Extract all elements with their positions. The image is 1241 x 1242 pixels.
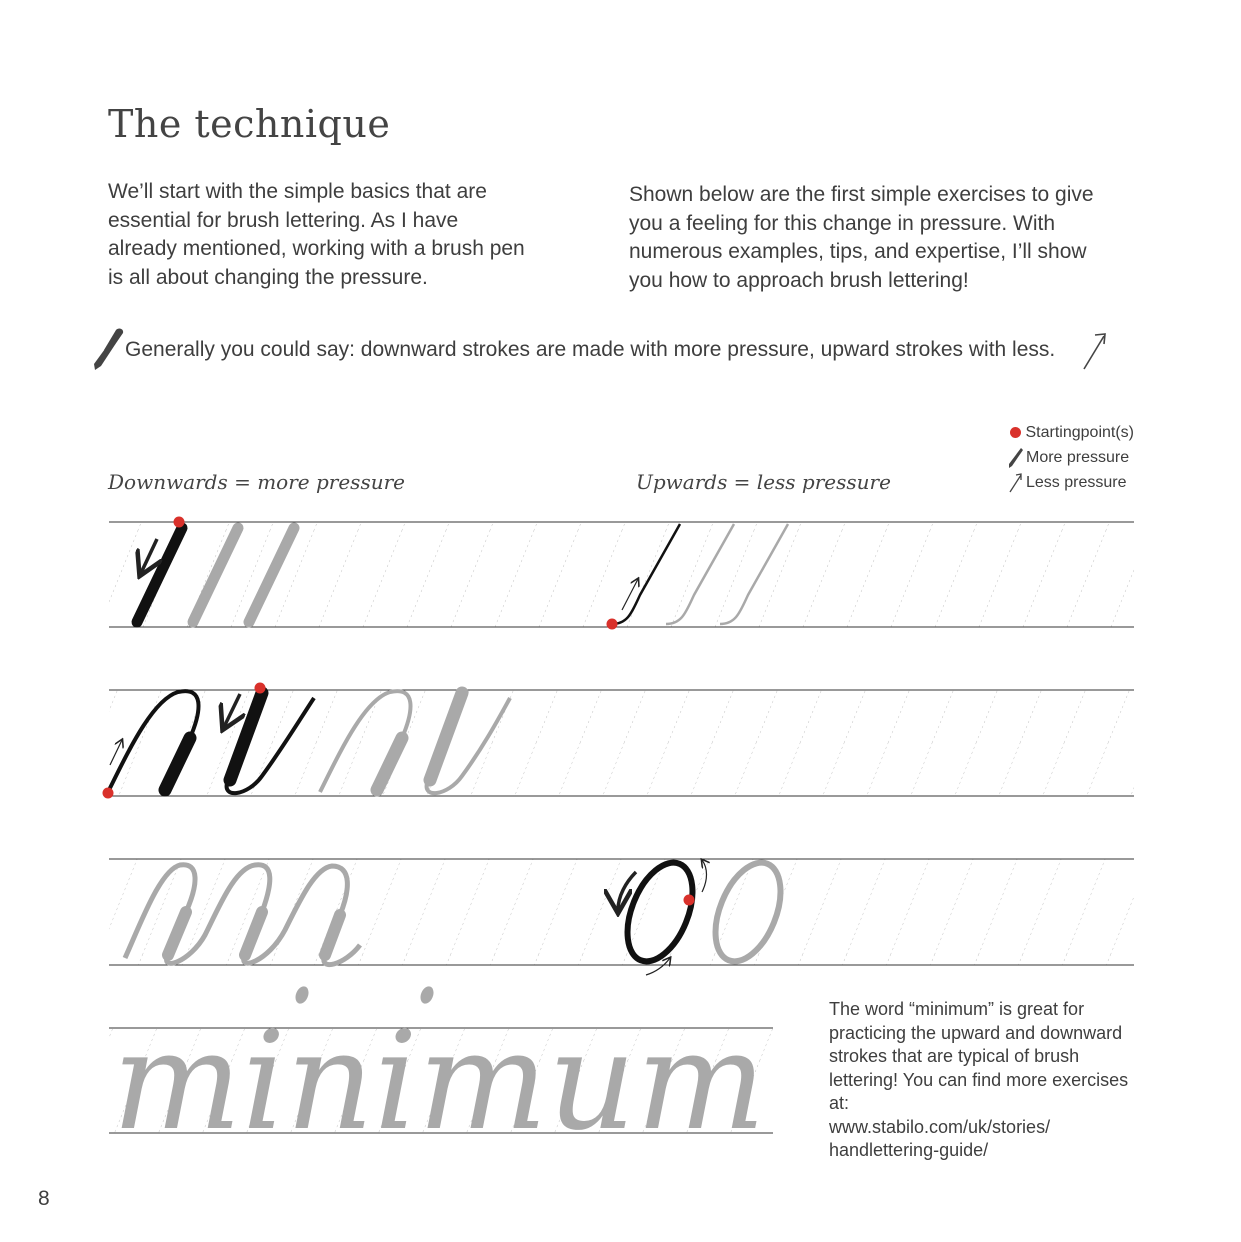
- practice-row-1: [109, 522, 1134, 627]
- page-title: The technique: [108, 102, 391, 146]
- start-dot-icon: [684, 895, 695, 906]
- brush-pen-icon: [94, 329, 123, 370]
- legend-less-pressure-label: Less pressure: [1026, 473, 1127, 491]
- legend-less-pressure: [1006, 470, 1134, 495]
- legend: [1006, 420, 1134, 495]
- thin-arrow-icon: [1084, 334, 1105, 369]
- legend-more-pressure-label: More pressure: [1026, 448, 1130, 466]
- intro-left-paragraph: We’ll start with the simple basics that are essential for brush lettering. As I have already mentioned, working with a brush pen is all about changing the pressure.: [108, 180, 525, 289]
- downwards-label: Downwards = more pressure: [108, 470, 405, 494]
- start-dot-icon: [255, 683, 266, 694]
- start-dot-icon: [174, 517, 185, 528]
- legend-starting-point-label: Startingpoint(s): [1025, 423, 1134, 441]
- practice-word: minimum: [112, 1003, 766, 1161]
- note-url-line-2[interactable]: handlettering-guide/: [829, 1140, 989, 1160]
- upwards-label: Upwards = less pressure: [636, 470, 891, 494]
- note-url-line-1[interactable]: www.stabilo.com/uk/stories/: [829, 1116, 1051, 1137]
- start-dot-icon: [1010, 427, 1021, 438]
- legend-more-pressure: [1006, 445, 1134, 470]
- thin-arrow-icon: [1008, 472, 1024, 494]
- general-tip: Generally you could say: downward strokes are made with more pressure, upward strokes with less.: [125, 338, 1056, 361]
- start-dot-icon: [607, 619, 618, 630]
- intro-right-paragraph: Shown below are the first simple exercises to give you a feeling for this change in pressure. With numerous examples, tips, and expertise, I’ll show you how to approach brush lettering!: [629, 183, 1094, 292]
- note-text: The word “minimum” is great for practicing the upward and downward strokes that are typical of brush lettering! You can find more exercises at:: [829, 999, 1129, 1113]
- page-number: 8: [38, 1187, 50, 1210]
- legend-starting-point: [1006, 420, 1134, 445]
- brush-pen-icon: [1008, 447, 1024, 469]
- minimum-note: [829, 998, 1139, 1163]
- start-dot-icon: [103, 788, 114, 799]
